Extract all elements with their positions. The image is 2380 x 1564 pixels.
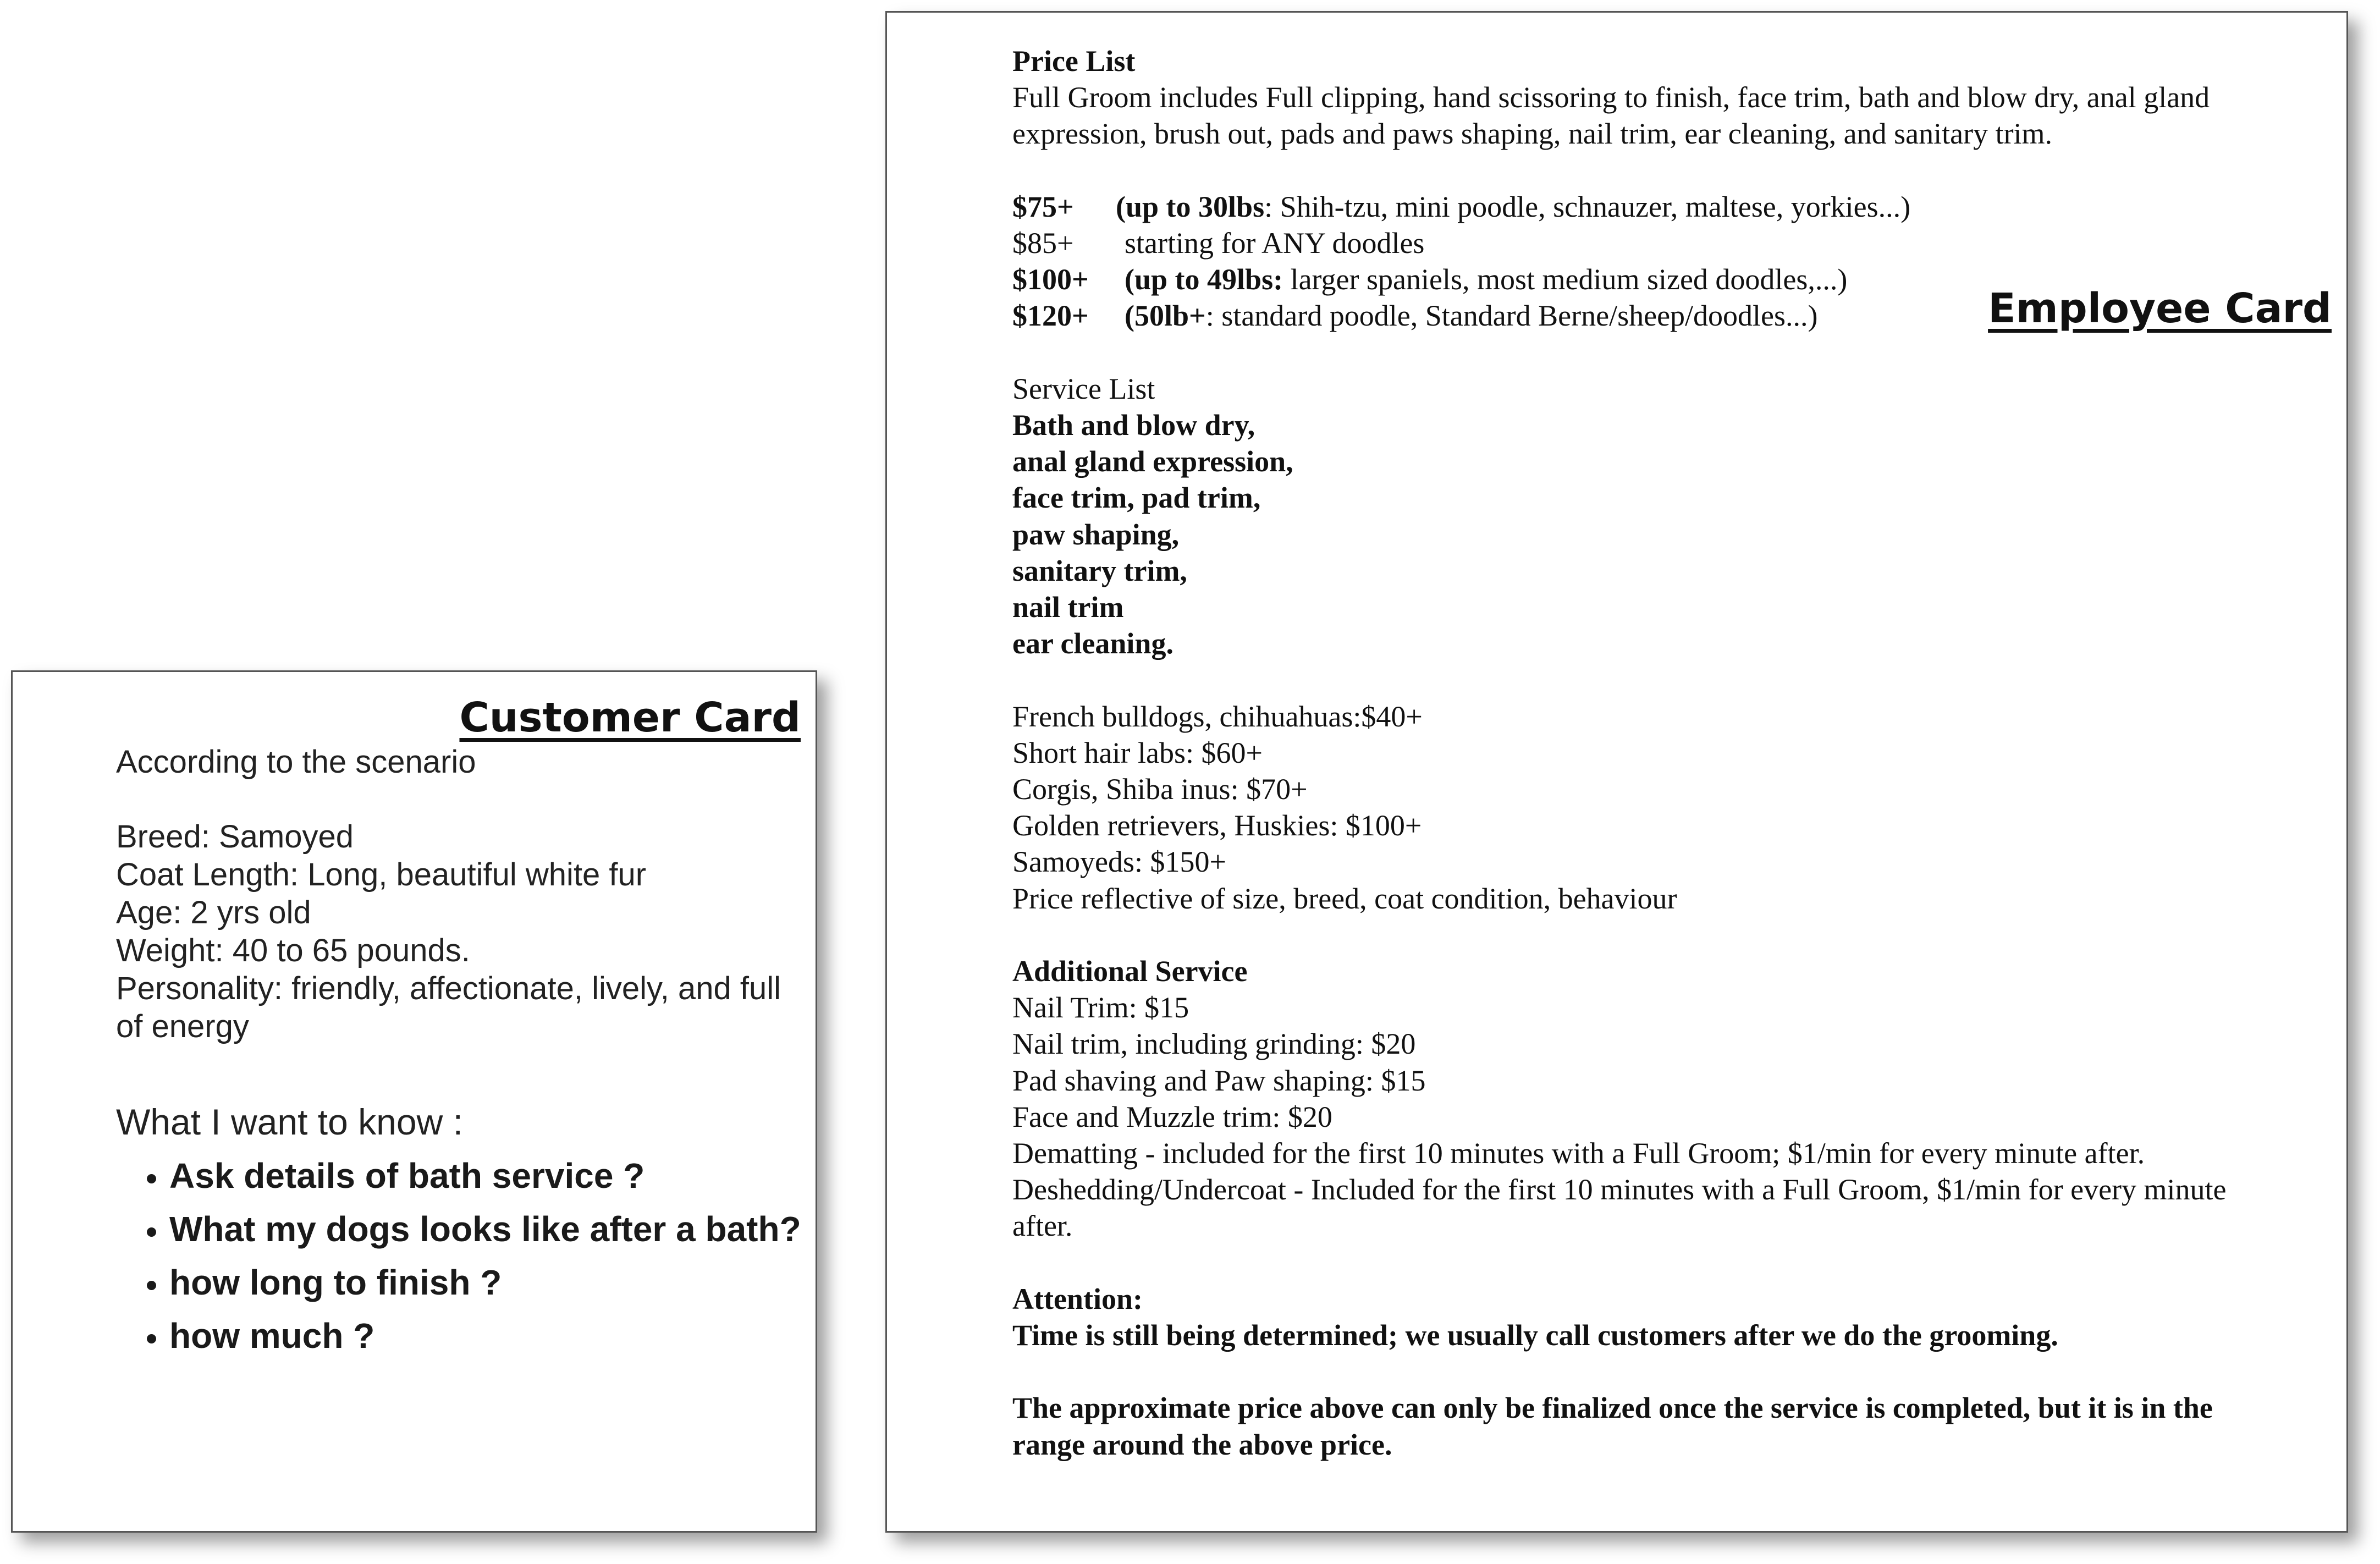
price-tier-row	[1012, 189, 2244, 225]
breed-price: French bulldogs, chihuahuas:$40+	[1012, 700, 1423, 733]
price-tier-breeds: : Shih-tzu, mini poodle, schnauzer, maltese, yorkies...)	[1264, 190, 1911, 223]
service-item: sanitary trim,	[1012, 554, 1187, 587]
price-tier-size: (up to 49lbs:	[1125, 263, 1283, 296]
price-tier-row	[1012, 298, 2244, 334]
price-tier-size: (50lb+	[1125, 299, 1206, 333]
price-note: Price reflective of size, breed, coat condition, behaviour	[1012, 882, 1677, 915]
attention-time-note: Time is still being determined; we usually call customers after we do the grooming.	[1012, 1319, 2058, 1352]
scenario-text: According to the scenario	[116, 744, 476, 780]
price-list-heading: Price List	[1012, 45, 1136, 78]
full-groom-description: Full Groom includes Full clipping, hand scissoring to finish, face trim, bath and blow dry, anal gland expression, brush out, pads and paws shaping, nail trim, ear cleaning, and sanitary trim.	[1012, 81, 2210, 151]
question-item: • Ask details of bath service ?	[169, 1149, 802, 1203]
breed-price: Corgis, Shiba inus: $70+	[1012, 773, 1308, 806]
customer-card	[11, 670, 817, 1533]
attention-heading: Attention:	[1012, 1282, 1143, 1315]
price-tier-amount: $120+	[1012, 299, 1089, 333]
customer-card-title: Customer Card	[459, 694, 801, 741]
price-tier-row	[1012, 261, 2244, 298]
additional-service-item: Dematting - included for the first 10 minutes with a Full Groom; $1/min for every minute after.	[1012, 1137, 2145, 1170]
additional-service-item: Nail trim, including grinding: $20	[1012, 1027, 1416, 1061]
additional-service-item: Face and Muzzle trim: $20	[1012, 1100, 1332, 1133]
price-tier-size: (up to 30lbs	[1116, 190, 1265, 223]
price-tier-breeds: : standard poodle, Standard Berne/sheep/doodles...)	[1205, 299, 1818, 333]
want-to-know-heading: What I want to know :	[116, 1102, 463, 1142]
question-item: • how much ?	[169, 1309, 802, 1363]
employee-card-content	[1012, 43, 2244, 1463]
question-item: • What my dogs looks like after a bath?	[169, 1203, 802, 1256]
price-tier-amount: $75+	[1012, 190, 1074, 223]
dog-weight: Weight: 40 to 65 pounds.	[116, 933, 470, 968]
dog-info	[116, 818, 787, 1045]
additional-service-item: Pad shaving and Paw shaping: $15	[1012, 1064, 1426, 1097]
dog-breed: Breed: Samoyed	[116, 819, 354, 855]
additional-service-item: Deshedding/Undercoat - Included for the first 10 minutes with a Full Groom, $1/min for every minute after.	[1012, 1173, 2227, 1243]
employee-card-title: Employee Card	[1988, 285, 2332, 332]
additional-service-heading: Additional Service	[1012, 955, 1248, 988]
attention-price-note: The approximate price above can only be finalized once the service is completed, but it is in the range around the above price.	[1012, 1391, 2213, 1461]
service-item: ear cleaning.	[1012, 627, 1174, 660]
price-tier-breeds: larger spaniels, most medium sized doodles,...)	[1283, 263, 1848, 296]
dog-personality: Personality: friendly, affectionate, lively, and full of energy	[116, 971, 781, 1044]
breed-price: Golden retrievers, Huskies: $100+	[1012, 809, 1422, 842]
breed-price: Samoyeds: $150+	[1012, 845, 1226, 879]
service-item: face trim, pad trim,	[1012, 481, 1261, 515]
additional-service-item: Nail Trim: $15	[1012, 991, 1189, 1025]
service-item: Bath and blow dry,	[1012, 409, 1255, 442]
service-item: anal gland expression,	[1012, 445, 1293, 478]
price-tier-row	[1012, 225, 2244, 261]
dog-coat-length: Coat Length: Long, beautiful white fur	[116, 857, 647, 893]
dog-age: Age: 2 yrs old	[116, 895, 311, 930]
question-list	[116, 1149, 802, 1363]
price-tier-amount: $100+	[1012, 263, 1089, 296]
service-list-heading: Service List	[1012, 372, 1155, 405]
service-item: nail trim	[1012, 591, 1124, 624]
question-item: • how long to finish ?	[169, 1256, 802, 1309]
service-item: paw shaping,	[1012, 517, 1180, 551]
breed-price: Short hair labs: $60+	[1012, 736, 1263, 769]
price-tier-amount: $85+	[1012, 227, 1074, 260]
price-tier-breeds: starting for ANY doodles	[1125, 227, 1425, 260]
employee-card	[885, 11, 2348, 1533]
